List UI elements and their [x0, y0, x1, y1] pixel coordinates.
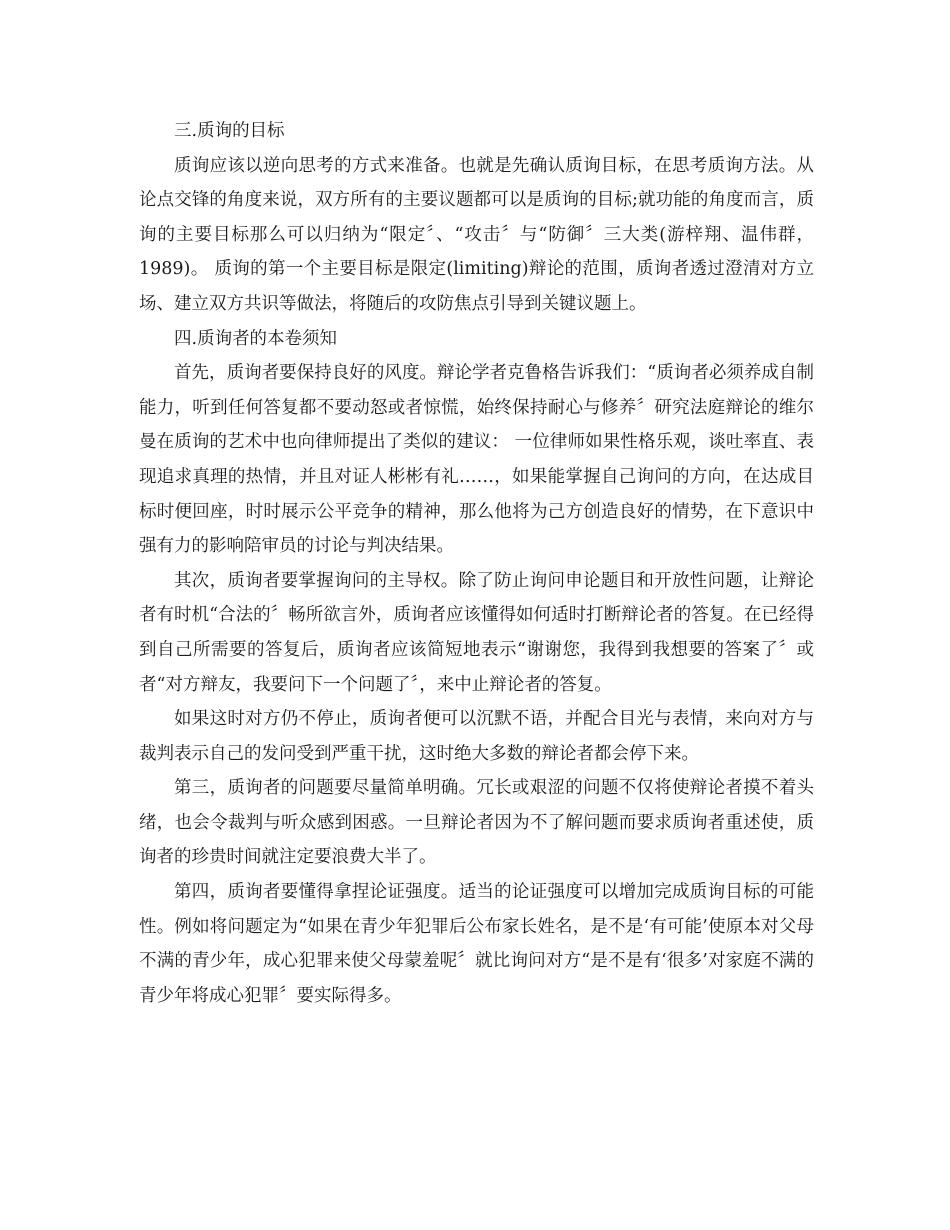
- section-4-paragraph-4: 第三，质询者的问题要尽量简单明确。冗长或艰涩的问题不仅将使辩论者摸不着头绪，也会令裁判与听众感到困惑。一旦辩论者因为不了解问题而要求质询者重述使，质询者的珍贵时间就注定要浪费大半了。: [139, 778, 814, 868]
- document-body: [139, 114, 814, 1013]
- section-3-heading: 三.质询的目标: [174, 121, 285, 141]
- section-4-paragraph-5: 第四，质询者要懂得拿捏论证强度。适当的论证强度可以增加完成质询目标的可能性。例如将问题定为“如果在青少年犯罪后公布家长姓名，是不是‘有可能’使原本对父母不满的青少年，成心犯罪来使父母蒙羞呢〞就比询问对方“是不是有‘很多’对家庭不满的青少年将成心犯罪〞要实际得多。: [139, 882, 814, 1006]
- section-4-paragraph-2: 其次，质询者要掌握询问的主导权。除了防止询问申论题目和开放性问题，让辩论者有时机“合法的〞畅所欲言外，质询者应该懂得如何适时打断辩论者的答复。在已经得到自己所需要的答复后，质询者应该简短地表示“谢谢您，我得到我想要的答案了〞或者“对方辩友，我要问下一个问题了〞，来中止辩论者的答复。: [139, 570, 814, 695]
- section-4-paragraph-1: 首先，质询者要保持良好的风度。辩论学者克鲁格告诉我们：“质询者必须养成自制能力，听到任何答复都不要动怒或者惊慌，始终保持耐心与修养〞研究法庭辩论的维尔曼在质询的艺术中也向律师提出了类似的建议： 一位律师如果性格乐观，谈吐率直、表现追求真理的热情，并且对证人彬彬有礼……，如果能掌握自己询问的方向，在达成目标时便回座，时时展示公平竞争的精神，那么他将为己方创造良好的情势，在下意识中强有力的影响陪审员的讨论与判决结果。: [139, 363, 814, 557]
- section-3-paragraph-1: 质询应该以逆向思考的方式来准备。也就是先确认质询目标，在思考质询方法。从论点交锋的角度来说，双方所有的主要议题都可以是质询的目标;就功能的角度而言，质询的主要目标那么可以归纳为“限定〞、“攻击〞与“防御〞三大类(游梓翔、温伟群，1989)。 质询的第一个主要目标是限定(limiting)辩论的范围，质询者透过澄清对方立场、建立双方共识等做法，将随后的攻防焦点引导到关键议题上。: [139, 155, 814, 314]
- section-4-heading: 四.质询者的本卷须知: [174, 328, 338, 349]
- section-4-paragraph-3: 如果这时对方仍不停止，质询者便可以沉默不语，并配合目光与表情，来向对方与裁判表示自己的发问受到严重干扰，这时绝大多数的辩论者都会停下来。: [139, 709, 814, 764]
